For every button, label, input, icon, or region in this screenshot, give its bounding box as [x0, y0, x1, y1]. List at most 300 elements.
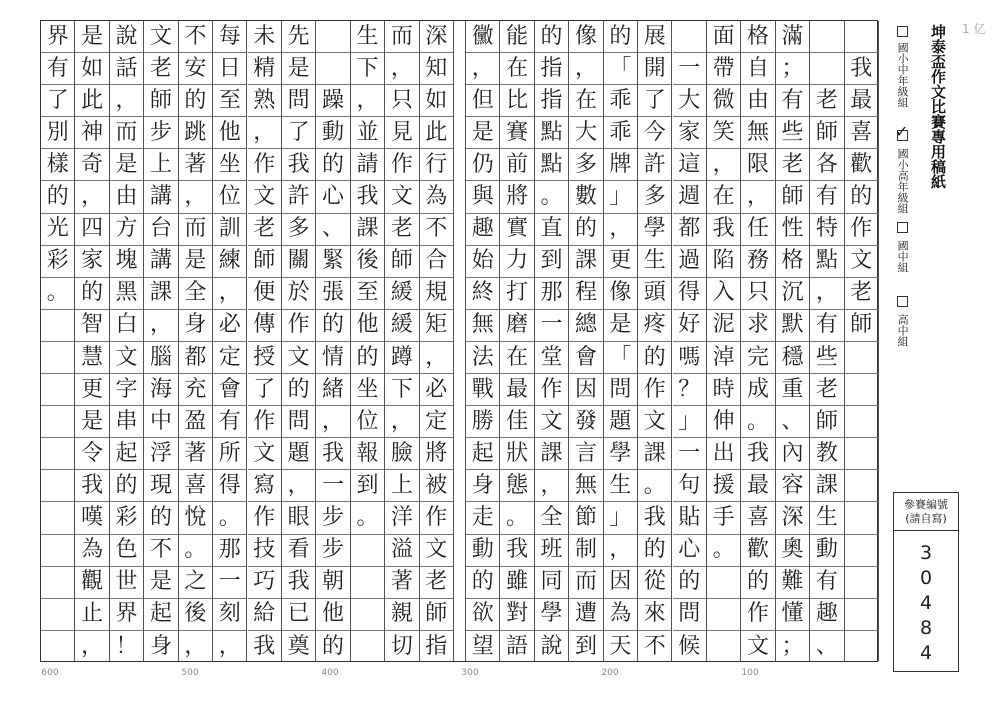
essay-cell: 指: [425, 633, 448, 659]
essay-column: [316, 21, 350, 661]
essay-cell: ，: [385, 53, 418, 85]
essay-cell: 報: [351, 438, 384, 470]
essay-cell: 多: [638, 182, 671, 214]
group-label: 高中組: [896, 314, 910, 347]
essay-cell: 來: [638, 599, 671, 631]
essay-cell: 援: [707, 470, 740, 502]
essay-cell: 躁: [316, 85, 349, 117]
essay-cell: 的: [741, 567, 774, 599]
essay-cell: 盈: [179, 406, 212, 438]
essay-cell: ，: [179, 182, 212, 214]
essay-cell: 深: [420, 21, 453, 53]
essay-cell: 有: [810, 310, 843, 342]
essay-cell: 的: [41, 182, 74, 214]
essay-cell: 在: [500, 342, 533, 374]
essay-cell: 更: [604, 246, 637, 278]
essay-cell: 我: [741, 438, 774, 470]
essay-cell: 日: [213, 53, 246, 85]
essay-cell: 師: [810, 406, 843, 438]
essay-column: [569, 21, 603, 661]
essay-cell: 到: [574, 633, 597, 659]
essay-cell: 必: [213, 310, 246, 342]
essay-cell: 「: [604, 342, 637, 374]
essay-cell: 無: [466, 310, 499, 342]
essay-cell: 乖: [604, 85, 637, 117]
essay-cell: 泥: [707, 310, 740, 342]
essay-cell: 浮: [144, 438, 177, 470]
essay-cell: 老: [810, 374, 843, 406]
essay-cell: 如: [420, 85, 453, 117]
essay-cell: 會: [213, 374, 246, 406]
essay-cell: 智: [75, 310, 108, 342]
essay-cell: 步: [316, 535, 349, 567]
essay-cell: 那: [213, 535, 246, 567]
essay-cell: 的: [179, 85, 212, 117]
essay-cell: 老: [845, 278, 878, 310]
essay-cell: 直: [535, 214, 568, 246]
essay-cell: 將: [500, 182, 533, 214]
essay-cell: 佳: [500, 406, 533, 438]
essay-cell: 的: [638, 342, 671, 374]
essay-cell: 大: [569, 117, 602, 149]
essay-cell: 點: [535, 149, 568, 181]
essay-column: [466, 21, 500, 661]
essay-cell: 身: [179, 310, 212, 342]
essay-cell: 。: [741, 406, 774, 438]
essay-cell: 於: [282, 278, 315, 310]
essay-cell: 被: [420, 470, 453, 502]
essay-cell: 頭: [638, 278, 671, 310]
essay-cell: 師: [144, 85, 177, 117]
essay-cell: 止: [75, 599, 108, 631]
essay-cell: 上: [144, 149, 177, 181]
essay-cell: [316, 21, 349, 53]
essay-cell: [41, 631, 74, 663]
essay-cell: 從: [638, 567, 671, 599]
essay-cell: 而: [110, 117, 143, 149]
essay-cell: 刻: [213, 599, 246, 631]
essay-cell: 心: [673, 535, 706, 567]
essay-cell: 由: [741, 85, 774, 117]
essay-cell: 作: [845, 214, 878, 246]
essay-cell: ，: [604, 535, 637, 567]
essay-cell: 每: [213, 21, 246, 53]
essay-cell: 格: [776, 246, 809, 278]
essay-column: [110, 21, 144, 661]
essay-cell: 大: [673, 85, 706, 117]
essay-cell: 的: [673, 567, 706, 599]
essay-cell: 慧: [75, 342, 108, 374]
essay-cell: 。: [351, 503, 384, 535]
essay-cell: 我: [638, 503, 671, 535]
essay-cell: 界: [41, 21, 74, 53]
essay-cell: 疼: [638, 310, 671, 342]
reference-digit: 3: [919, 542, 933, 564]
essay-cell: 能: [500, 21, 533, 53]
essay-cell: 乖: [604, 117, 637, 149]
essay-cell: 的: [110, 470, 143, 502]
essay-cell: 課: [535, 438, 568, 470]
essay-cell: 為: [420, 182, 453, 214]
essay-cell: 最: [500, 374, 533, 406]
essay-cell: [707, 631, 740, 663]
essay-cell: 時: [707, 374, 740, 406]
essay-cell: 最: [741, 470, 774, 502]
essay-cell: 問: [282, 406, 315, 438]
essay-cell: 黴: [466, 21, 499, 53]
essay-cell: 務: [741, 246, 774, 278]
essay-cell: 在: [500, 53, 533, 85]
essay-cell: ？: [673, 374, 706, 406]
essay-cell: 賽: [500, 117, 533, 149]
reference-number-box: [893, 492, 959, 672]
essay-cell: 他: [213, 117, 246, 149]
essay-cell: 必: [420, 374, 453, 406]
essay-cell: 作: [420, 503, 453, 535]
essay-cell: 見: [385, 117, 418, 149]
essay-cell: 安: [179, 53, 212, 85]
essay-cell: ，: [385, 406, 418, 438]
essay-cell: [351, 535, 384, 567]
essay-cell: 後: [179, 599, 212, 631]
essay-cell: 巧: [248, 567, 281, 599]
essay-cell: ，: [282, 470, 315, 502]
essay-cell: 勝: [466, 406, 499, 438]
essay-cell: 數: [569, 182, 602, 214]
essay-cell: 關: [282, 246, 315, 278]
essay-cell: 文: [144, 21, 177, 53]
essay-cell: 是: [75, 406, 108, 438]
corner-mark: 1 亿: [962, 22, 986, 36]
essay-cell: 動: [316, 117, 349, 149]
essay-cell: 對: [500, 599, 533, 631]
essay-cell: 嘆: [75, 503, 108, 535]
essay-cell: 充: [179, 374, 212, 406]
essay-cell: 老: [810, 85, 843, 117]
essay-cell: 我: [75, 470, 108, 502]
essay-cell: 他: [316, 599, 349, 631]
group-checkbox[interactable]: [897, 296, 908, 307]
essay-cell: 、: [815, 633, 838, 659]
essay-cell: 在: [707, 182, 740, 214]
essay-cell: ，: [316, 406, 349, 438]
reference-digit: 8: [919, 617, 933, 640]
essay-cell: 滿: [776, 21, 809, 53]
essay-cell: 在: [569, 85, 602, 117]
essay-cell: 老: [248, 214, 281, 246]
essay-cell: 腦: [144, 342, 177, 374]
essay-cell: 訓: [213, 214, 246, 246]
essay-cell: 因: [569, 374, 602, 406]
essay-cell: 坐: [351, 374, 384, 406]
sheet-title: 坤泰盃作文比賽專用稿紙: [929, 24, 947, 189]
essay-cell: [41, 535, 74, 567]
essay-cell: ，: [218, 633, 241, 659]
count-marker: 200: [601, 668, 619, 678]
essay-cell: 未: [248, 21, 281, 53]
essay-cell: 著: [179, 438, 212, 470]
essay-cell: ，: [351, 85, 384, 117]
essay-cell: 給: [248, 599, 281, 631]
essay-cell: 老: [385, 214, 418, 246]
essay-cell: 步: [144, 117, 177, 149]
essay-cell: 過: [673, 246, 706, 278]
essay-cell: 身: [149, 633, 172, 659]
essay-cell: 世: [110, 567, 143, 599]
essay-cell: 講: [144, 246, 177, 278]
essay-column: [385, 21, 419, 661]
essay-cell: 點: [535, 117, 568, 149]
essay-column: [638, 21, 672, 661]
essay-cell: 而: [179, 214, 212, 246]
essay-cell: [351, 599, 384, 631]
essay-cell: 問: [604, 374, 637, 406]
essay-cell: 制: [569, 535, 602, 567]
essay-cell: 限: [741, 149, 774, 181]
essay-column: [741, 21, 775, 661]
essay-cell: 題: [282, 438, 315, 470]
essay-cell: 今: [638, 117, 671, 149]
essay-cell: 的: [535, 21, 568, 53]
essay-cell: 貼: [673, 503, 706, 535]
essay-cell: 容: [776, 470, 809, 502]
essay-cell: 之: [179, 567, 212, 599]
essay-cell: 戰: [466, 374, 499, 406]
essay-cell: 。: [535, 182, 568, 214]
essay-cell: [41, 567, 74, 599]
essay-cell: [351, 631, 384, 663]
essay-cell: ，: [741, 182, 774, 214]
essay-cell: 都: [673, 214, 706, 246]
essay-cell: 的: [282, 374, 315, 406]
essay-cell: 因: [604, 567, 637, 599]
essay-cell: 」: [673, 406, 706, 438]
essay-cell: 全: [179, 278, 212, 310]
essay-cell: 態: [500, 470, 533, 502]
essay-cell: 老: [420, 567, 453, 599]
essay-cell: 悅: [179, 503, 212, 535]
essay-cell: 作: [248, 406, 281, 438]
essay-cell: 作: [385, 149, 418, 181]
essay-cell: 跳: [179, 117, 212, 149]
essay-column: [41, 21, 75, 661]
essay-cell: 了: [282, 117, 315, 149]
essay-cell: 一: [316, 470, 349, 502]
essay-cell: 串: [110, 406, 143, 438]
essay-cell: 狀: [500, 438, 533, 470]
essay-cell: 色: [110, 535, 143, 567]
count-marker: 400: [321, 668, 339, 678]
essay-cell: 授: [248, 342, 281, 374]
essay-cell: ，: [535, 470, 568, 502]
reference-digit: 0: [919, 567, 933, 590]
essay-cell: ，: [213, 278, 246, 310]
essay-cell: 像: [569, 21, 602, 53]
essay-cell: 所: [213, 438, 246, 470]
essay-cell: 堂: [535, 342, 568, 374]
essay-cell: 陷: [707, 246, 740, 278]
essay-cell: 的: [316, 310, 349, 342]
essay-cell: 只: [741, 278, 774, 310]
essay-cell: 得: [673, 278, 706, 310]
essay-cell: [810, 53, 843, 85]
essay-cell: 比: [500, 85, 533, 117]
essay-cell: 起: [110, 438, 143, 470]
essay-cell: [41, 406, 74, 438]
essay-cell: 便: [248, 278, 281, 310]
essay-cell: 生: [604, 470, 637, 502]
essay-column: [845, 21, 879, 661]
reference-label: [894, 493, 958, 531]
essay-cell: 台: [144, 214, 177, 246]
essay-cell: 緩: [385, 278, 418, 310]
essay-cell: 而: [569, 567, 602, 599]
essay-cell: 文: [747, 633, 770, 659]
essay-column: [179, 21, 213, 661]
essay-cell: 歡: [741, 535, 774, 567]
essay-cell: 默: [776, 310, 809, 342]
essay-cell: 情: [316, 342, 349, 374]
essay-cell: [845, 567, 878, 599]
essay-cell: 入: [707, 278, 740, 310]
essay-cell: ！: [115, 633, 138, 659]
essay-cell: 精: [248, 53, 281, 85]
essay-cell: 一: [213, 567, 246, 599]
essay-cell: 定: [420, 406, 453, 438]
essay-cell: 無: [569, 470, 602, 502]
essay-cell: 多: [569, 149, 602, 181]
essay-cell: 寫: [248, 470, 281, 502]
essay-cell: 師: [248, 246, 281, 278]
essay-cell: 喜: [179, 470, 212, 502]
essay-cell: 。: [41, 278, 74, 310]
essay-cell: 樣: [41, 149, 74, 181]
essay-cell: 伸: [707, 406, 740, 438]
essay-cell: 出: [707, 438, 740, 470]
essay-cell: 家: [673, 117, 706, 149]
essay-cell: 合: [420, 246, 453, 278]
essay-cell: 到: [351, 470, 384, 502]
essay-cell: 的: [604, 21, 637, 53]
essay-cell: 別: [41, 117, 74, 149]
essay-cell: 有: [41, 53, 74, 85]
essay-cell: 不: [179, 21, 212, 53]
essay-cell: [41, 438, 74, 470]
essay-cell: 的: [638, 535, 671, 567]
essay-cell: 欲: [466, 599, 499, 631]
essay-cell: 喜: [845, 117, 878, 149]
essay-cell: 至: [351, 278, 384, 310]
essay-cell: 熟: [248, 85, 281, 117]
essay-column: [810, 21, 844, 661]
essay-cell: 為: [604, 599, 637, 631]
essay-cell: 遭: [569, 599, 602, 631]
essay-cell: 些: [776, 117, 809, 149]
essay-cell: 此: [420, 117, 453, 149]
group-checkbox[interactable]: [897, 222, 908, 233]
essay-column: [282, 21, 316, 661]
essay-cell: ，: [707, 149, 740, 181]
essay-cell: 一: [535, 310, 568, 342]
essay-cell: 好: [673, 310, 706, 342]
essay-cell: 趣: [810, 599, 843, 631]
essay-cell: 後: [351, 246, 384, 278]
essay-cell: 淖: [707, 342, 740, 374]
essay-cell: 中: [144, 406, 177, 438]
essay-cell: 題: [604, 406, 637, 438]
essay-cell: 週: [673, 182, 706, 214]
essay-cell: [41, 599, 74, 631]
essay-cell: 將: [420, 438, 453, 470]
essay-cell: 重: [776, 374, 809, 406]
essay-cell: 終: [466, 278, 499, 310]
essay-cell: 學: [535, 599, 568, 631]
essay-cell: 溢: [385, 535, 418, 567]
essay-cell: ，: [110, 85, 143, 117]
essay-cell: 問: [282, 85, 315, 117]
essay-cell: 學: [604, 438, 637, 470]
essay-cell: 師: [420, 599, 453, 631]
essay-cell: 作: [248, 503, 281, 535]
essay-cell: ，: [184, 633, 207, 659]
essay-column: [420, 21, 454, 661]
essay-cell: 「: [604, 53, 637, 85]
essay-cell: [845, 535, 878, 567]
essay-cell: 完: [741, 342, 774, 374]
group-label: 國小高年級組: [896, 148, 910, 214]
essay-cell: [810, 21, 843, 53]
essay-cell: 的: [316, 149, 349, 181]
essay-cell: 臉: [385, 438, 418, 470]
essay-cell: 許: [282, 182, 315, 214]
essay-cell: 任: [741, 214, 774, 246]
group-label: 國小中年級組: [896, 42, 910, 108]
essay-cell: 朝: [316, 567, 349, 599]
essay-cell: [707, 567, 740, 599]
essay-cell: 不: [643, 633, 666, 659]
essay-cell: 同: [535, 567, 568, 599]
essay-cell: 觀: [75, 567, 108, 599]
essay-cell: ，: [420, 342, 453, 374]
essay-cell: 下: [351, 53, 384, 85]
essay-cell: 文: [420, 535, 453, 567]
essay-cell: 緩: [385, 310, 418, 342]
essay-cell: 先: [282, 21, 315, 53]
essay-cell: 自: [741, 53, 774, 85]
essay-cell: 只: [385, 85, 418, 117]
essay-cell: [41, 342, 74, 374]
essay-cell: 現: [144, 470, 177, 502]
essay-cell: 像: [604, 278, 637, 310]
essay-cell: 步: [316, 503, 349, 535]
essay-cell: 位: [351, 406, 384, 438]
essay-cell: [845, 470, 878, 502]
essay-cell: 傳: [248, 310, 281, 342]
essay-cell: 難: [776, 567, 809, 599]
essay-cell: 上: [385, 470, 418, 502]
essay-cell: 。: [179, 535, 212, 567]
essay-cell: 許: [638, 149, 671, 181]
essay-cell: 文: [110, 342, 143, 374]
essay-cell: 奇: [75, 149, 108, 181]
group-checkbox[interactable]: [897, 26, 908, 37]
essay-cell: 語: [506, 633, 529, 659]
essay-cell: 話: [110, 53, 143, 85]
essay-cell: 文: [248, 182, 281, 214]
essay-cell: 得: [213, 470, 246, 502]
essay-cell: 由: [110, 182, 143, 214]
essay-cell: 黑: [110, 278, 143, 310]
